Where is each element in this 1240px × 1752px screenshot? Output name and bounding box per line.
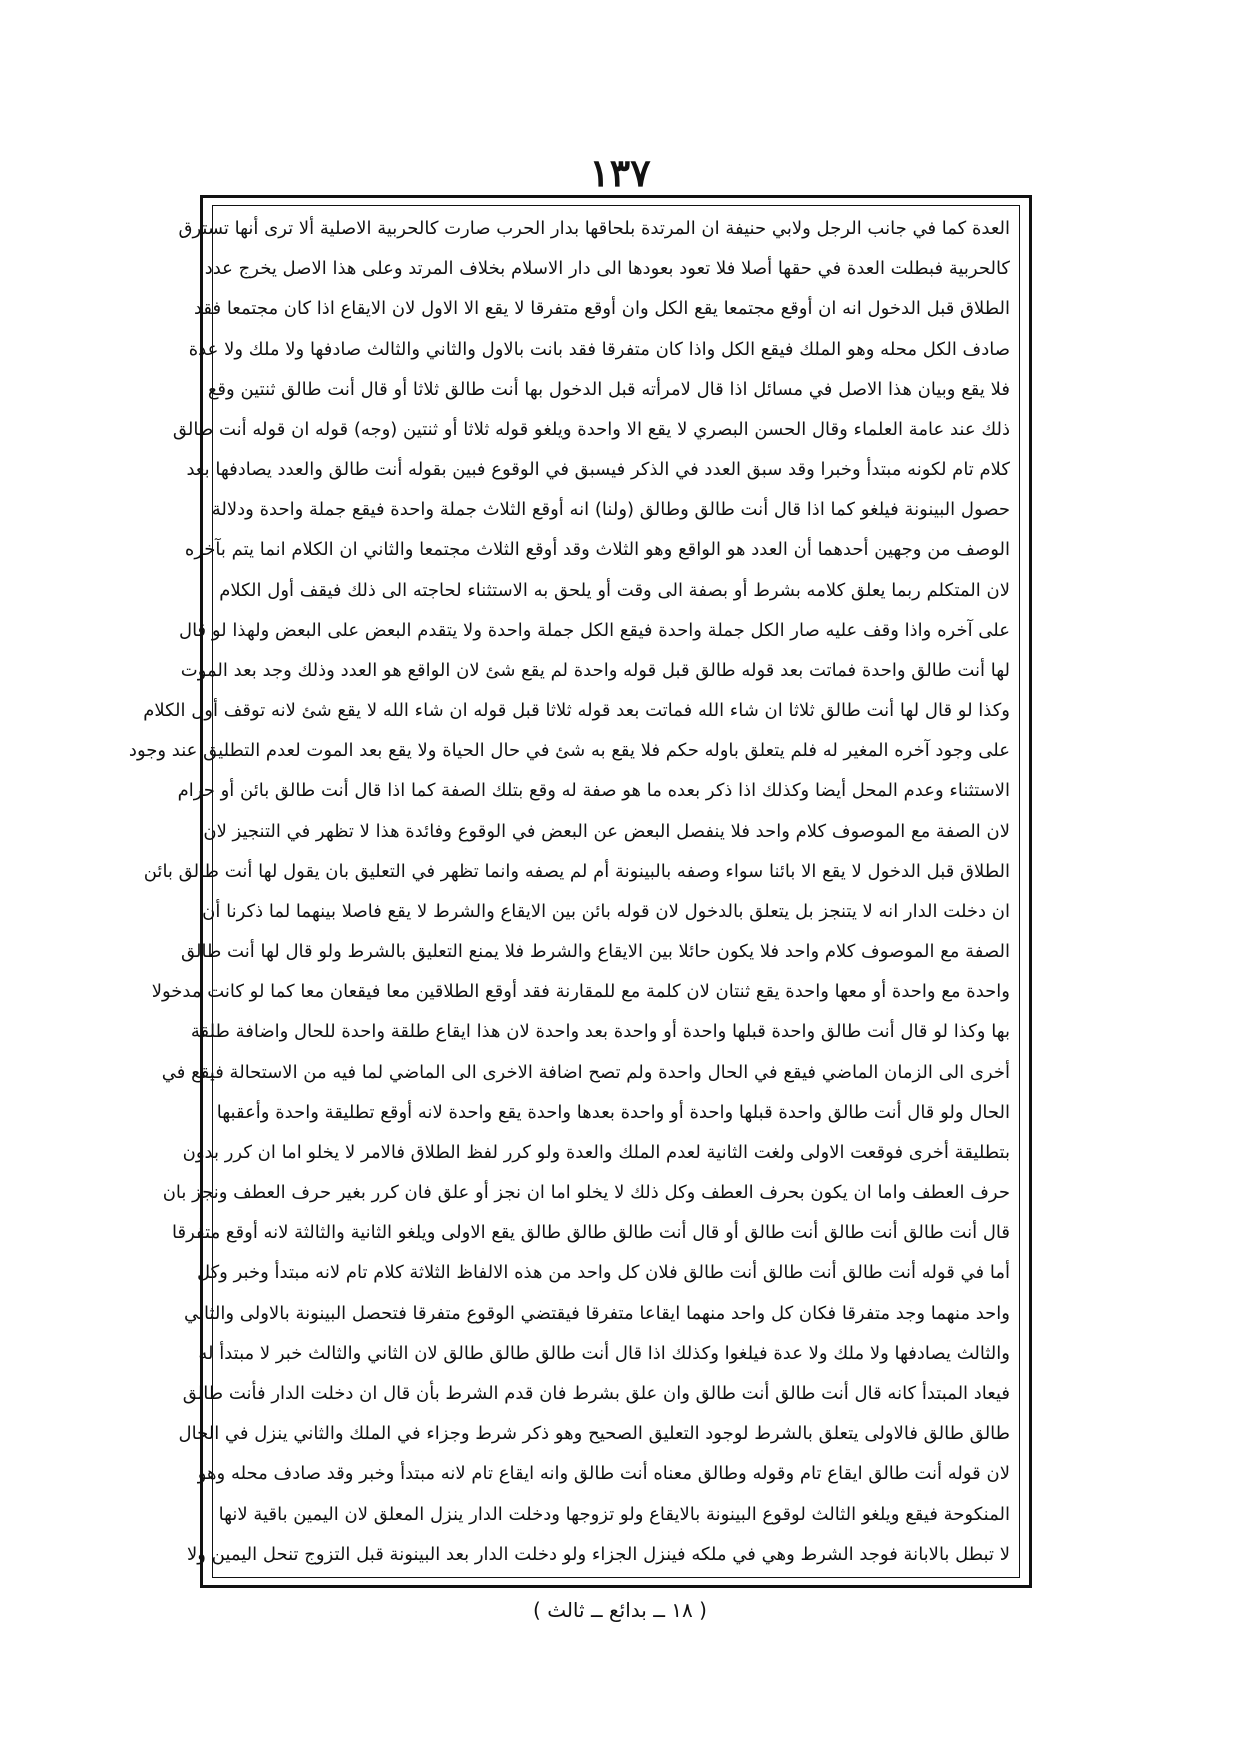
text-line: على وجود آخره المغير له فلم يتعلق باوله حكم فلا يقع به شئ في حال الحياة ولا يقع بعد الموت لعدم التطليق عند وجود: [128, 740, 1010, 762]
text-line: حصول البينونة فيلغو كما اذا قال أنت طالق وطالق (ولنا) انه أوقع الثلاث جملة واحدة فيقع جملة واحدة ودلالة: [211, 499, 1010, 521]
text-line: على آخره واذا وقف عليه صار الكل جملة واحدة فيقع الكل جملة واحدة ولا يتقدم البعض على البعض ولهذا لو قال: [178, 619, 1010, 641]
page-number: ١٣٧: [589, 150, 651, 195]
text-line: بها وكذا لو قال أنت طالق واحدة قبلها واحدة أو واحدة بعد واحدة لان هذا ايقاع طلقة واحدة للحال واضافة طلقة: [190, 1021, 1010, 1043]
text-line: الوصف من وجهين أحدهما أن العدد هو الواقع وهو الثلاث وقد أوقع الثلاث مجتمعا والثاني ان الكلام انما يتم بآخره: [184, 539, 1010, 561]
text-line: واحدة مع واحدة أو معها واحدة يقع ثنتان لان كلمة مع للمقارنة فقد أوقع الطلاقين معا فيقعان معا كما لو كانت مدخولا: [151, 981, 1010, 1003]
text-line: أما في قوله أنت طالق أنت طالق أنت طالق فلان كل واحد من هذه الالفاظ الثلاثة كلام تام لانه مبتدأ وخبر وكل: [196, 1262, 1010, 1284]
text-line: قال أنت طالق أنت طالق أنت طالق أو قال أنت طالق طالق طالق يقع الاولى ويلغو الثانية والثالثة لانه أوقع متفرقا: [172, 1222, 1010, 1244]
text-line: لان قوله أنت طالق ايقاع تام وقوله وطالق معناه أنت طالق وانه ايقاع تام لانه مبتدأ وخبر وقد صادف محله وهو: [197, 1463, 1010, 1485]
text-line: واحد منهما وجد متفرقا فكان كل واحد منهما ايقاعا متفرقا فيقتضي الوقوع متفرقا فتحصل البينونة بالاولى والثاني: [183, 1302, 1010, 1324]
text-line: الطلاق قبل الدخول انه ان أوقع مجتمعا يقع الكل وان أوقع متفرقا لا يقع الا الاول لان الايقاع اذا كان مجتمعا فقد: [193, 298, 1010, 320]
text-line: كالحربية فبطلت العدة في حقها أصلا فلا تعود بعودها الى دار الاسلام بخلاف المرتد وعلى هذا الاصل يخرج عدد: [204, 258, 1010, 280]
text-line: ذلك عند عامة العلماء وقال الحسن البصري لا يقع الا واحدة ويلغو قوله ثلاثا أو ثنتين (وجه) قوله ان قوله أنت طالق: [172, 418, 1010, 440]
main-text-block: [128, 212, 1010, 1572]
text-line: فلا يقع وبيان هذا الاصل في مسائل اذا قال لامرأته قبل الدخول بها أنت طالق ثلاثا أو قال أنت طالق ثنتين وقع: [207, 378, 1010, 400]
text-line: فيعاد المبتدأ كانه قال أنت طالق أنت طالق وان علق بشرط فان قدم الشرط بأن قال ان دخلت الدار فأنت طالق: [182, 1382, 1010, 1404]
footer-signature: ( ١٨ ــ بدائع ــ ثالث ): [533, 1598, 707, 1622]
text-line: بتطليقة أخرى فوقعت الاولى ولغت الثانية لعدم الملك والعدة ولو كرر لفظ الطلاق فالامر لا يخلو اما ان كرر بدون: [182, 1141, 1010, 1163]
text-line: الحال ولو قال أنت طالق واحدة قبلها واحدة أو واحدة بعدها واحدة يقع واحدة لانه أوقع تطليقة واحدة وأعقبها: [216, 1101, 1010, 1123]
text-line: كلام تام لكونه مبتدأ وخبرا وقد سبق العدد في الذكر فيسبق في الوقوع فبين بقوله أنت طالق والعدد يصادفها بعد: [186, 459, 1010, 481]
text-line: لان الصفة مع الموصوف كلام واحد فلا ينفصل البعض عن البعض في الوقوع وفائدة هذا لا تظهر في التنجيز لان: [203, 820, 1010, 842]
text-line: صادف الكل محله وهو الملك فيقع الكل واذا كان متفرقا فقد بانت بالاول والثاني والثالث صادفها ولا ملك ولا عدة: [188, 338, 1010, 360]
text-line: الطلاق قبل الدخول لا يقع الا بائنا سواء وصفه بالبينونة أم لم يصفه وانما تظهر في التعليق بان يقول لها أنت طالق بائن: [143, 860, 1010, 882]
text-line: المنكوحة فيقع ويلغو الثالث لوقوع البينونة بالايقاع ولو تزوجها ودخلت الدار ينزل المعلق لان اليمين باقية لانها: [218, 1503, 1010, 1525]
text-line: ان دخلت الدار انه لا يتنجز بل يتعلق بالدخول لان قوله بائن بين الايقاع والشرط لا يقع فاصلا بينهما لما ذكرنا أن: [202, 900, 1010, 922]
text-line: طالق طالق فالاولى يتعلق بالشرط لوجود التعليق الصحيح وهو ذكر شرط وجزاء في الملك والثاني ينزل في الحال: [178, 1423, 1010, 1445]
text-line: العدة كما في جانب الرجل ولابي حنيفة ان المرتدة بلحاقها بدار الحرب صارت كالحربية الاصلية ألا ترى أنها تسترق: [178, 218, 1010, 239]
text-line: الاستثناء وعدم المحل أيضا وكذلك اذا ذكر بعده ما هو صفة له وقع بتلك الصفة كما اذا قال أنت طالق بائن أو حرام: [177, 780, 1010, 802]
text-line: وكذا لو قال لها أنت طالق ثلاثا ان شاء الله فماتت بعد قوله ثلاثا قبل قوله ان شاء الله لا يقع شئ لانه توقف أول الكلام: [143, 700, 1010, 722]
text-line: لا تبطل بالابانة فوجد الشرط وهي في ملكه فينزل الجزاء ولو دخلت الدار بعد البينونة قبل التزوج تنحل اليمين ولا: [187, 1543, 1010, 1565]
text-line: الصفة مع الموصوف كلام واحد فلا يكون حائلا بين الايقاع والشرط فلا يمنع التعليق بالشرط ولو قال لها أنت طالق: [181, 941, 1010, 963]
text-line: لان المتكلم ربما يعلق كلامه بشرط أو بصفة الى وقت أو يلحق به الاستثناء لحاجته الى ذلك فيقف أول الكلام: [219, 579, 1010, 601]
text-line: أخرى الى الزمان الماضي فيقع في الحال واحدة ولم تصح اضافة الاخرى الى الماضي لما فيه من الاستحالة فيقع في: [161, 1061, 1010, 1083]
text-line: والثالث يصادفها ولا ملك ولا عدة فيلغوا وكذلك اذا قال أنت طالق طالق طالق لان الثاني والثالث خبر لا مبتدأ له: [198, 1342, 1010, 1364]
text-line: لها أنت طالق واحدة فماتت بعد قوله طالق قبل قوله واحدة لم يقع شئ لان الواقع هو العدد وذلك وجد بعد الموت: [180, 659, 1010, 681]
text-line: حرف العطف واما ان يكون بحرف العطف وكل ذلك لا يخلو اما ان نجز أو علق فان كرر بغير حرف العطف ونجز بان: [162, 1182, 1010, 1204]
